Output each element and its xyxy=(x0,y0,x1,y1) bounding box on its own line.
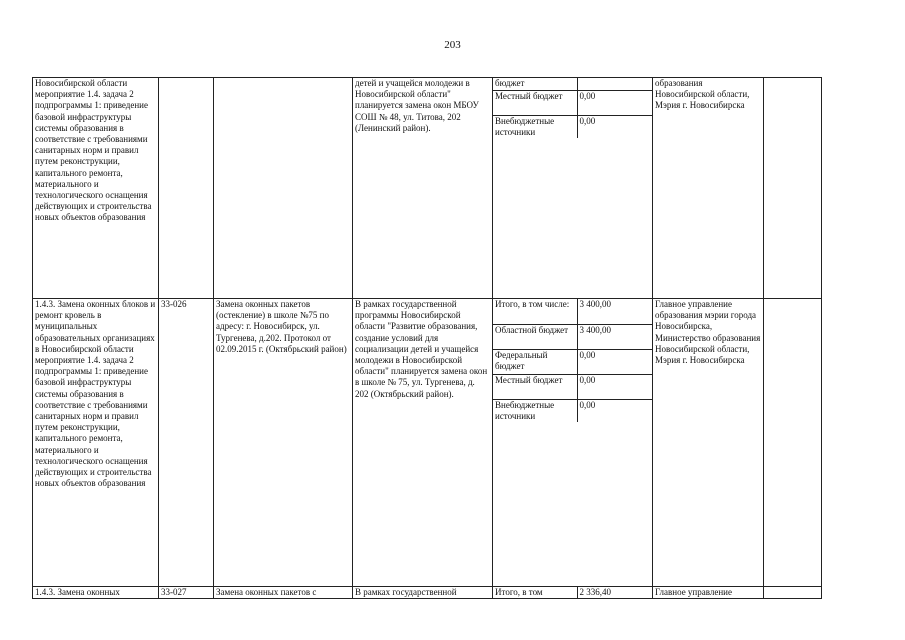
table-row xyxy=(33,299,822,587)
measure-name-cell xyxy=(33,299,159,587)
program-table xyxy=(32,77,822,599)
note-cell xyxy=(764,78,822,299)
funding-row xyxy=(493,324,652,349)
funding-row xyxy=(493,399,652,422)
object-description: Замена оконных пакетов (остекление) в школе №75 по адресу: г. Новосибирск, ул. Тургенева, д.202. Протокол от 02.09.2015 г. (Октябрьский район) xyxy=(216,299,347,354)
object-cell xyxy=(214,299,353,587)
funding-amount: 3 400,00 xyxy=(577,324,652,349)
funding-amount: 0,00 xyxy=(577,399,652,422)
table-row xyxy=(33,587,822,599)
page-number: 203 xyxy=(444,39,461,51)
executor-cell xyxy=(653,78,764,299)
measure-name-cell xyxy=(33,78,159,299)
funding-amount: 0,00 xyxy=(577,374,652,399)
note-cell xyxy=(764,299,822,587)
funding-row xyxy=(493,587,652,598)
object-code: 33-027 xyxy=(161,587,187,597)
object-description: Замена оконных пакетов с xyxy=(216,587,317,597)
object-cell xyxy=(214,78,353,299)
funding-cell xyxy=(493,78,653,299)
object-cell xyxy=(214,587,353,599)
funding-source: Итого, в том числе: xyxy=(495,299,570,309)
measure-name: 1.4.3. Замена оконных xyxy=(35,587,120,597)
justification-cell xyxy=(353,587,493,599)
funding-source: Областной бюджет xyxy=(493,324,577,349)
executor-text: образования Новосибирской области, Мэрия г. Новосибирска xyxy=(655,78,750,111)
funding-source: Местный бюджет xyxy=(493,374,577,399)
funding-table xyxy=(493,587,652,598)
funding-source: Местный бюджет xyxy=(493,90,577,115)
justification-text: В рамках государственной программы Новосибирской области "Развитие образования, создание условий для социализации детей и учащейся молодежи в Новосибирской области" планируется замена окон в школе № 75, ул. Тургенева, д. 202 (Октябрьский район). xyxy=(355,299,488,399)
funding-row xyxy=(493,115,652,138)
funding-source: Итого, в том xyxy=(495,587,543,597)
funding-row xyxy=(493,78,652,90)
executor-cell xyxy=(653,299,764,587)
executor-text: Главное управление образования мэрии города Новосибирска, Министерство образования Новосибирской области, Мэрия г. Новосибирска xyxy=(655,299,761,366)
funding-row xyxy=(493,299,652,324)
code-cell xyxy=(159,78,214,299)
funding-amount: 0,00 xyxy=(577,90,652,115)
funding-row xyxy=(493,374,652,399)
justification-cell xyxy=(353,299,493,587)
funding-source: бюджет xyxy=(495,78,525,88)
funding-amount xyxy=(577,78,652,90)
measure-name-cell xyxy=(33,587,159,599)
funding-row xyxy=(493,349,652,374)
funding-amount: 0,00 xyxy=(577,349,652,374)
justification-text: детей и учащейся молодежи в Новосибирской области" планируется замена окон МБОУ СОШ № 48, ул. Титова, 202 (Ленинский район). xyxy=(355,78,479,133)
funding-source: Внебюджетные источники xyxy=(493,399,577,422)
funding-amount: 2 336,40 xyxy=(577,587,652,598)
funding-row xyxy=(493,90,652,115)
executor-text: Главное управление xyxy=(655,587,732,597)
executor-cell xyxy=(653,587,764,599)
note-cell xyxy=(764,587,822,599)
funding-table xyxy=(493,78,652,138)
measure-name: 1.4.3. Замена оконных блоков и ремонт кровель в муниципальных образовательных организациях в Новосибирской области мероприятие 1.4. задача 2 подпрограммы 1: приведение базовой инфраструктуры системы образования в соответствие с требованиями санитарных норм и правил путем реконструкции, капитального ремонта, материального и технологического оснащения действующих и строительства новых объектов образования xyxy=(35,299,156,489)
justification-text: В рамках государственной xyxy=(355,587,457,597)
funding-amount: 0,00 xyxy=(577,115,652,138)
table-row xyxy=(33,78,822,299)
code-cell xyxy=(159,587,214,599)
funding-cell xyxy=(493,587,653,599)
funding-table xyxy=(493,299,652,422)
code-cell xyxy=(159,299,214,587)
measure-name: Новосибирской области мероприятие 1.4. задача 2 подпрограммы 1: приведение базовой инфраструктуры системы образования в соответствие с требованиями санитарных норм и правил путем реконструкции, капитального ремонта, материального и технологического оснащения действующих и строительства новых объектов образования xyxy=(35,78,152,223)
funding-amount: 3 400,00 xyxy=(577,299,652,324)
funding-source: Федеральный бюджет xyxy=(493,349,577,374)
object-code: 33-026 xyxy=(161,299,187,309)
justification-cell xyxy=(353,78,493,299)
funding-source: Внебюджетные источники xyxy=(493,115,577,138)
funding-cell xyxy=(493,299,653,587)
